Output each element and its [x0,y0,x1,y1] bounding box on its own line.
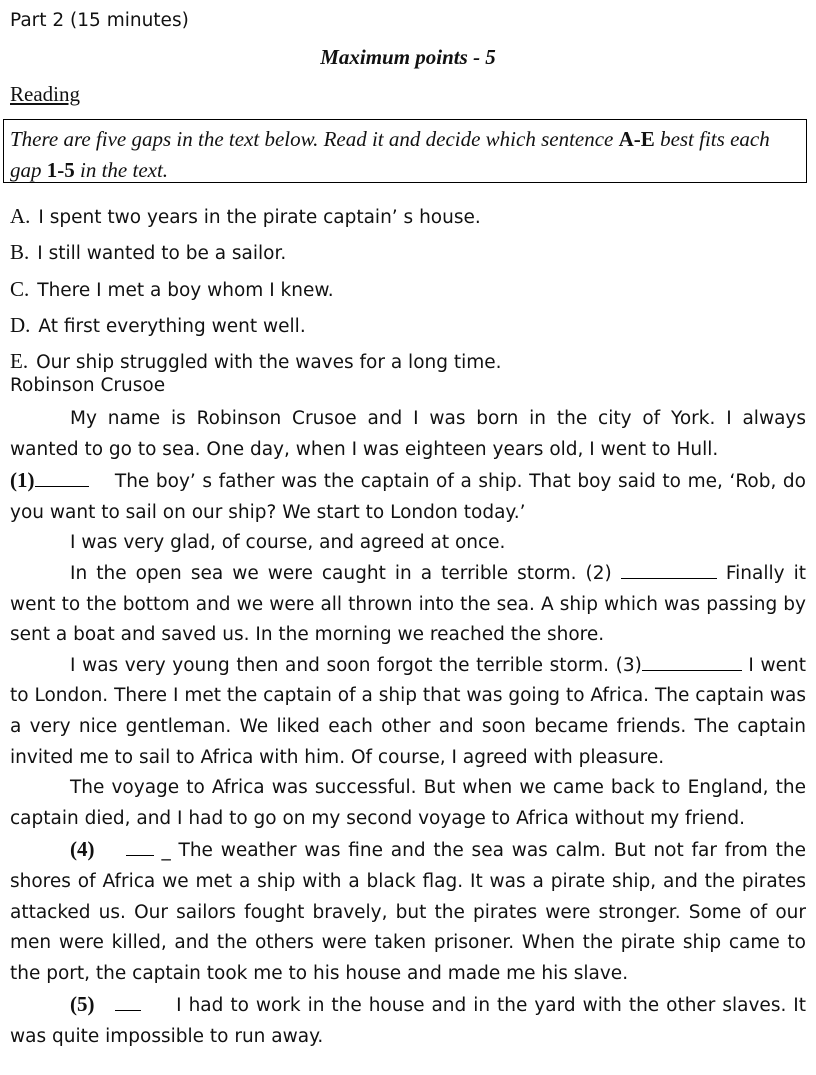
option-letter: D. [10,313,31,337]
paragraph-text: The boy’ s father was the captain of a ship. That boy said to me, ‘Rob, do you want to sail on our ship? We start to London today.’ [10,471,806,523]
story-title: Robinson Crusoe [10,375,166,396]
paragraph [10,834,806,989]
gap-number: (5) [70,992,95,1017]
option-b [10,240,286,265]
gap-blank [35,470,89,487]
option-c [10,277,334,302]
instruction-text-2: best fits each gap [10,127,770,182]
paragraph [10,559,806,651]
instruction-bold-range: A-E [618,127,655,151]
option-a [10,204,481,229]
option-text: I spent two years in the pirate captain’ s house. [38,207,481,228]
paragraph-text: I had to work in the house and in the yard with the other slaves. It was quite impossible to run away. [10,995,807,1047]
paragraph: The voyage to Africa was successful. But when we came back to England, the captain died, and I had to go on my second voyage to Africa without my friend. [10,777,806,829]
paragraph-text: I was very young then and soon forgot the terrible storm. (3) [70,654,642,676]
story-text [10,404,806,1052]
paragraph: I was very glad, of course, and agreed at once. [70,532,506,554]
option-letter: C. [10,277,30,301]
max-points-heading: Maximum points - 5 [320,45,496,69]
gap-blank [126,839,154,856]
gap-number: (4) [70,837,95,862]
paragraph [10,465,806,528]
option-e [10,349,502,374]
paragraph-text: Finally it went to the bottom and we were all thrown into the sea. A ship which was passing by sent a boat and saved us. In the morning we reached the shore. [10,562,806,646]
instruction-text-1: There are five gaps in the text below. Read it and decide which sentence [10,127,619,151]
paragraph: My name is Robinson Crusoe and I was born in the city of York. I always wanted to go to sea. One day, when I was eighteen years old, I went to Hull. [10,408,806,460]
gap-number: (1) [10,468,35,493]
option-letter: E. [10,349,29,373]
option-d [10,313,306,338]
paragraph [10,651,806,773]
paragraph-text: I went to London. There I met the captain of a ship that was going to Africa. The captain was a very nice gentleman. We liked each other and soon became friends. The captain invited me to sail to Africa with him. Of course, I agreed with pleasure. [10,654,806,768]
instruction-bold-gaps: 1-5 [46,158,75,182]
part-heading: Part 2 (15 minutes) [10,10,189,31]
paragraph-text: In the open sea we were caught in a terrible storm. (2) [70,562,621,584]
gap-blank [621,562,717,579]
option-text: Our ship struggled with the waves for a long time. [36,352,502,373]
option-text: There I met a boy whom I knew. [37,280,334,301]
instruction-box [3,119,807,183]
option-text: At first everything went well. [38,316,306,337]
option-letter: B. [10,240,30,264]
section-title: Reading [10,82,80,106]
gap-blank [115,994,141,1011]
instruction-text-3: in the text. [74,158,169,182]
paragraph [10,989,806,1052]
option-letter: A. [10,204,31,228]
option-text: I still wanted to be a sailor. [37,243,287,264]
gap-blank [642,654,742,671]
paragraph-text: _ The weather was fine and the sea was calm. But not far from the shores of Africa we met a ship with a black flag. It was a pirate ship, and the pirates attacked us. Our sailors fought bravely, but the pirates were stronger. Some of our men were killed, and the others were taken prisoner. When the pirate ship came to the port, the captain took me to his house and made me his slave. [10,840,806,984]
